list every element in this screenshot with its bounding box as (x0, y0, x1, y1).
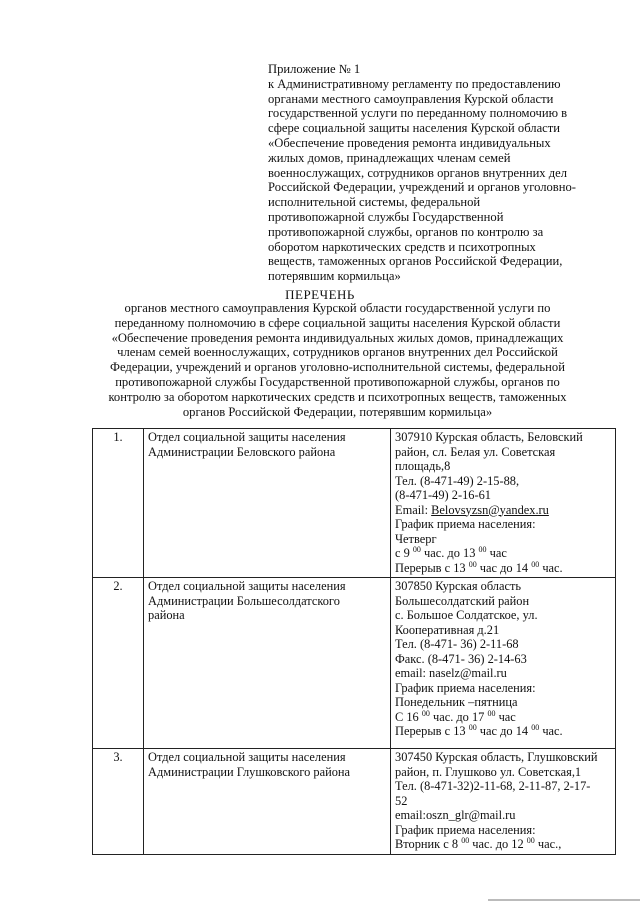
table-row (93, 429, 616, 578)
appendix-line: противопожарной службы, органов по контролю за (268, 224, 544, 239)
break-sup: 00 (468, 722, 477, 732)
hours-text: час (486, 546, 507, 560)
contact-cell (391, 749, 616, 855)
subtitle-line: контролю за оборотом наркотических средств и психотропных веществ, таможенных (108, 389, 567, 404)
schedule-hours (395, 837, 611, 852)
row-number: 2. (93, 578, 144, 749)
subtitle-line: противопожарной службы Государственной противопожарной службы, органов по (115, 374, 560, 389)
schedule-title: График приема населения: (395, 680, 536, 695)
contact-cell (391, 429, 616, 578)
hours-text: час. до 12 (469, 837, 527, 851)
row-number: 1. (93, 429, 144, 578)
schedule-title: График приема населения: (395, 822, 536, 837)
hours-sup: 00 (526, 835, 535, 845)
appendix-line: сфере социальной защиты населения Курской области (268, 121, 561, 136)
break-text: Перерыв с 13 (395, 724, 469, 738)
hours-text: час., (534, 837, 562, 851)
hours-text: час. до 17 (429, 709, 488, 724)
table-row (93, 578, 616, 749)
contact-cell (391, 578, 616, 749)
email-label: Email: (395, 502, 432, 517)
schedule-break (395, 561, 611, 576)
subtitle-line: «Обеспечение проведения ремонта индивидуальных жилых домов, принадлежащих (111, 330, 564, 345)
office-name-line: Отдел социальной защиты населения (148, 430, 346, 444)
hours-text: С 16 (395, 709, 422, 724)
document-subtitle (100, 301, 575, 419)
hours-text: с 9 (395, 546, 413, 560)
break-sup: 00 (468, 559, 477, 569)
email-line[interactable]: email: naselz@mail.ru (395, 666, 507, 680)
hours-text: час (495, 709, 516, 724)
address-line: Кооперативная д.21 (395, 622, 500, 637)
subtitle-line: органов Российской Федерации, потерявшим кормильца» (182, 404, 493, 419)
email-line (395, 503, 611, 518)
break-text: час. (539, 560, 563, 575)
address-line: Большесолдатский район (395, 593, 530, 608)
address-line: 307910 Курская область, Беловский (395, 430, 583, 444)
break-text: час до 14 (476, 560, 532, 575)
document-title: ПЕРЕЧЕНЬ (285, 287, 355, 302)
appendix-line: органами местного самоуправления Курской области (268, 91, 554, 106)
appendix-header (268, 62, 613, 284)
scan-edge-line (488, 899, 640, 901)
break-text: час до 14 (476, 724, 532, 738)
office-name-cell (144, 749, 391, 855)
office-name-cell (144, 578, 391, 749)
phone-line: Тел. (8-471- 36) 2-11-68 (395, 637, 519, 651)
hours-sup: 00 (421, 708, 430, 718)
address-line: площадь,8 (395, 459, 451, 473)
office-name-line: района (148, 608, 185, 622)
appendix-line: государственной услуги по переданному полномочию в (268, 106, 568, 121)
schedule-hours (395, 546, 611, 561)
subtitle-line: Федерации, учреждений и органов уголовно-исполнительной системы, федеральной (110, 360, 565, 375)
hours-sup: 00 (461, 835, 470, 845)
phone-line: (8-471-49) 2-16-61 (395, 488, 492, 502)
hours-text: Вторник с 8 (395, 837, 462, 851)
office-name-line: Администрации Беловского района (148, 444, 336, 459)
schedule-days: Понедельник –пятница (395, 695, 518, 709)
email-link[interactable]: Belovsyzsn@yandex.ru (431, 502, 549, 517)
break-text: Перерыв с 13 (395, 560, 469, 575)
table-row (93, 749, 616, 855)
address-line: 307850 Курская область (395, 579, 522, 593)
office-name-line: Администрации Глушковского района (148, 764, 351, 779)
subtitle-line: членам семей военнослужащих, сотрудников органов внутренних дел Российской (117, 345, 558, 360)
schedule-break (395, 724, 611, 739)
address-line: 307450 Курская область, Глушковский (395, 750, 598, 764)
phone-line: Тел. (8-471-32)2-11-68, 2-11-87, 2-17- (395, 779, 591, 793)
appendix-line: Приложение № 1 (268, 62, 361, 76)
appendix-line: исполнительной системы, федеральной (268, 195, 481, 210)
break-sup: 00 (531, 559, 540, 569)
appendix-line: потерявшим кормильца» (268, 269, 401, 284)
office-name-line: Отдел социальной защиты населения (148, 750, 346, 764)
phone-line: Тел. (8-471-49) 2-15-88, (395, 473, 520, 488)
appendix-line: Российской Федерации, учреждений и органов уголовно- (268, 180, 576, 195)
offices-table (92, 428, 616, 855)
schedule-hours (395, 710, 611, 725)
address-line: район, сл. Белая ул. Советская (395, 444, 556, 459)
hours-sup: 00 (487, 708, 496, 718)
office-name-line: Администрации Большесолдатского (148, 593, 340, 608)
fax-line: Факс. (8-471- 36) 2-14-63 (395, 651, 527, 666)
appendix-line: к Административному регламенту по предоставлению (268, 76, 561, 91)
address-line: с. Большое Солдатское, ул. (395, 608, 538, 622)
phone-line: 52 (395, 793, 408, 808)
hours-sup: 00 (478, 544, 487, 554)
appendix-line: оборотом наркотических средств и психотропных (268, 239, 536, 254)
appendix-line: «Обеспечение проведения ремонта индивидуальных (268, 135, 551, 150)
row-number: 3. (93, 749, 144, 855)
subtitle-line: органов местного самоуправления Курской области государственной услуги по (124, 301, 551, 315)
schedule-title: График приема населения: (395, 517, 536, 531)
office-name-line: Отдел социальной защиты населения (148, 579, 346, 593)
hours-sup: 00 (412, 544, 421, 554)
break-sup: 00 (531, 722, 540, 732)
appendix-line: жилых домов, принадлежащих членам семей (268, 150, 511, 165)
email-line[interactable]: email:oszn_glr@mail.ru (395, 808, 516, 822)
office-name-cell (144, 429, 391, 578)
schedule-days: Четверг (395, 531, 437, 546)
address-line: район, п. Глушково ул. Советская,1 (395, 764, 582, 779)
appendix-line: военнослужащих, сотрудников органов внутренних дел (268, 165, 568, 180)
subtitle-line: переданному полномочию в сфере социальной защиты населения Курской области (114, 315, 561, 330)
appendix-line: противопожарной службы Государственной (268, 209, 504, 224)
hours-text: час. до 13 (420, 546, 479, 560)
break-text: час. (539, 724, 563, 738)
appendix-line: веществ, таможенных органов Российской Федерации, (268, 254, 563, 269)
